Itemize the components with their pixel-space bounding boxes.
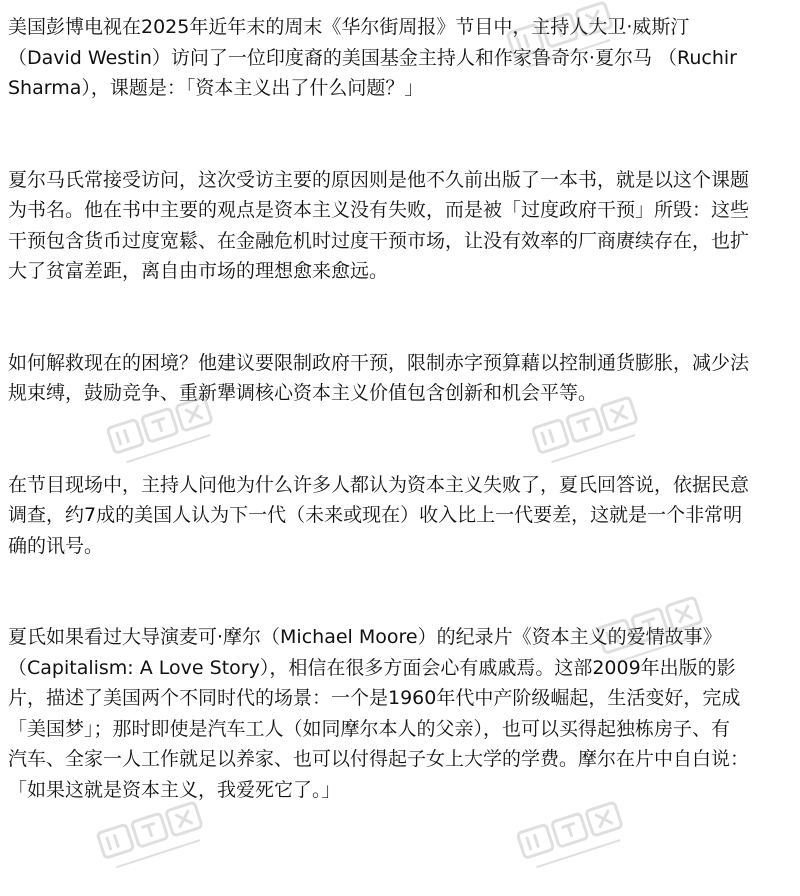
paragraph-line: 「如果这就是资本主义，我爱死它了。」 xyxy=(8,778,341,801)
paragraph-line: 为书名。他在书中主要的观点是资本主义没有失败，而是被「过度政府干预」所毁：这些 xyxy=(8,199,750,221)
paragraph-line: 大了贫富差距，离自由市场的理想愈来愈远。 xyxy=(8,260,389,282)
paragraph-line: 夏尔马氏常接受访问，这次受访主要的原因则是他不久前出版了一本书，就是以这个课题 xyxy=(8,168,750,191)
paragraph-5 xyxy=(8,622,792,805)
paragraph-line: （Capitalism: A Love Story），相信在很多方面会心有戚戚焉。这部2009年出版的影 xyxy=(8,656,736,679)
paragraph-4 xyxy=(8,470,792,562)
paragraph-line: 确的讯号。 xyxy=(8,534,104,557)
paragraph-line: 规束缚，鼓励竞争、重新犟调核心资本主义价值包含创新和机会平等。 xyxy=(8,382,598,404)
paragraph-line: 片，描述了美国两个不同时代的场景：一个是1960年代中产阶级崛起，生活变好，完成 xyxy=(8,687,741,709)
paragraph-line: 干预包含货币过度宽鬆、在金融危机时过度干预市场，让没有效率的厂商赓续存在，也扩 xyxy=(8,229,750,252)
paragraph-line: 调查，约7成的美国人认为下一代（未来或现在）收入比上一代要差，这就是一个非常明 xyxy=(8,504,743,526)
paragraph-gap xyxy=(8,104,792,165)
paragraph-line: （David Westin）访问了一位印度裔的美国基金主持人和作家鲁奇尔·夏尔马 （Ruchir xyxy=(8,46,737,69)
paragraph-3 xyxy=(8,348,792,409)
westca-watermark-icon xyxy=(510,800,640,880)
paragraph-line: Sharma），课题是：「资本主义出了什么问题？」 xyxy=(8,77,424,99)
article-body xyxy=(8,12,792,805)
paragraph-line: 汽车、全家一人工作就足以养家、也可以付得起子女上大学的学费。摩尔在片中自白说： xyxy=(8,748,750,770)
paragraph-line: 「美国梦」；那时即使是汽车工人（如同摩尔本人的父亲），也可以买得起独栋房子、有 xyxy=(8,717,731,740)
paragraph-line: 夏氏如果看过大导演麦可·摩尔（Michael Moore）的纪录片《资本主义的爱情故事》 xyxy=(8,626,722,648)
paragraph-2 xyxy=(8,165,792,287)
paragraph-gap xyxy=(8,287,792,348)
paragraph-gap xyxy=(8,561,792,622)
paragraph-line: 如何解救现在的困境？他建议要限制政府干预，限制赤字预算藉以控制通货膨胀，减少法 xyxy=(8,351,750,374)
westca-watermark-icon xyxy=(90,800,220,880)
paragraph-line: 美国彭博电视在2025年近年末的周末《华尔街周报》节目中，主持人大卫·威斯汀 xyxy=(8,16,690,38)
paragraph-gap xyxy=(8,409,792,470)
paragraph-1 xyxy=(8,12,792,104)
paragraph-line: 在节目现场中，主持人问他为什么许多人都认为资本主义失败了，夏氏回答说，依据民意 xyxy=(8,473,750,496)
